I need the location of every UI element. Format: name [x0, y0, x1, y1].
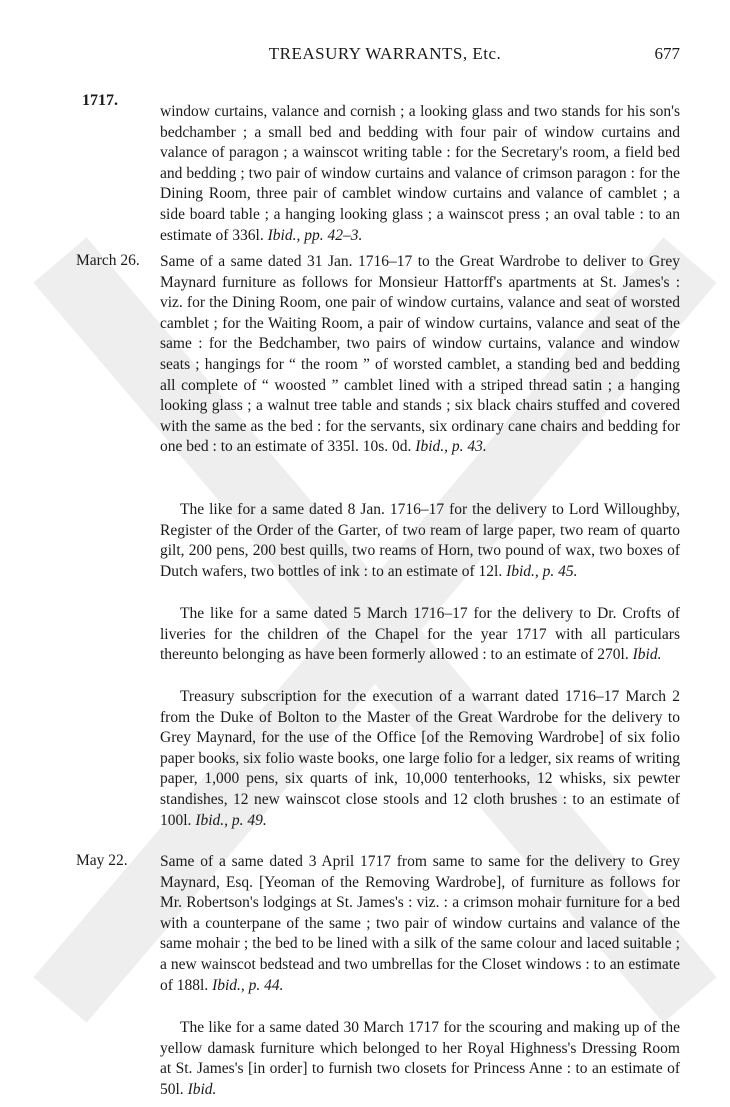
entry-text: Treasury subscription for the execution of a warrant dated 1716–17 March 2 from the Duke of Bolton to the Master of the Great Wardrobe for the delivery to Grey Maynard, for the use of the Office [of the Removing Wardrobe] of six folio paper books, six folio waste books, one large folio for a ledger, six reams of writing paper, 1,000 pens, six quarts of ink, 10,000 tenterhooks, 12 whisks, six pewter standishes, 12 new wainscot close stools and 12 cloth brushes : to an estimate of 100l. — [160, 688, 680, 829]
entry-ref: Ibid., p. 45. — [506, 562, 578, 580]
entry-6 — [160, 852, 680, 996]
entry-text: Same of a same dated 31 Jan. 1716–17 to the Great Wardrobe to deliver to Grey Maynard furniture as follows for Monsieur Hattorff's apartments at St. James's : viz. for the Dining Room, one pair of window curtains, valance and seat of worsted camblet ; for the Waiting Room, a pair of window curtains, valance and seat of the same : for the Bedchamber, two pairs of window curtains, valance and window seats ; hangings for “ the room ” of worsted camblet, a standing bed and bedding all complete of “ woosted ” camblet lined with a striped thread satin ; a hanging looking glass ; a walnut tree table and stands ; six black chairs stuffed and covered with the same as the bed : for the servants, six ordinary cane chairs and bedding for one bed : to an estimate of 335l. 10s. 0d. — [160, 253, 680, 456]
entry-text: window curtains, valance and cornish ; a looking glass and two stands for his son's bedchamber ; a small bed and bedding with four pair of window curtains and valance of paragon ; a wainscot writing table : for the Secretary's room, a field bed and bedding ; two pair of window curtains and valance of crimson paragon : for the Dining Room, three pair of camblet window curtains and valance of camblet ; a side board table ; a hanging looking glass ; a wainscot press ; an oval table : to an estimate of 336l. — [160, 103, 680, 244]
entry-7 — [160, 1018, 680, 1100]
entry-ref: Ibid., p. 44. — [212, 976, 284, 994]
margin-year: 1717. — [82, 92, 118, 109]
entry-ref: Ibid., pp. 42–3. — [267, 226, 363, 244]
entry-ref: Ibid. — [187, 1080, 217, 1098]
entry-text: Same of a same dated 3 April 1717 from same to same for the delivery to Grey Maynard, Esq. [Yeoman of the Removing Wardrobe], of furniture as follows for Mr. Robertson's lodgings at St. James's : viz. : a crimson mohair furniture for a bed with a counterpane of the same ; two pair of window curtains and valance of the same mohair ; the bed to be lined with a silk of the same colour and laced suitable ; a new wainscot bedstead and two umbrellas for the Closet windows : to an estimate of 188l. — [160, 853, 680, 994]
entry-ref: Ibid. — [632, 646, 662, 664]
entry-5 — [160, 687, 680, 831]
entry-2 — [160, 252, 680, 458]
entry-text: The like for a same dated 8 Jan. 1716–17 for the delivery to Lord Willoughby, Register of the Order of the Garter, of two ream of large paper, two ream of quarto gilt, 200 pens, 200 best quills, two reams of Horn, two pound of wax, two boxes of Dutch wafers, two bottles of ink : to an estimate of 12l. — [160, 501, 680, 580]
running-title: TREASURY WARRANTS, Etc. — [268, 44, 502, 63]
entry-4 — [160, 604, 680, 666]
entry-3 — [160, 500, 680, 582]
entry-1 — [160, 102, 680, 246]
page-header — [90, 44, 680, 74]
entry-ref: Ibid., p. 43. — [415, 438, 487, 456]
entry-text: The like for a same dated 30 March 1717 for the scouring and making up of the yellow damask furniture which belonged to her Royal Highness's Dressing Room at St. James's [in order] to furnish two closets for Princess Anne : to an estimate of 50l. — [160, 1019, 680, 1098]
entry-ref: Ibid., p. 49. — [195, 811, 267, 829]
margin-date-march-26: March 26. — [76, 252, 140, 269]
page-number: 677 — [654, 44, 680, 63]
margin-date-may-22: May 22. — [76, 852, 128, 869]
entry-text: The like for a same dated 5 March 1716–17 for the delivery to Dr. Crofts of liveries for the children of the Chapel for the year 1717 with all particulars thereunto belonging as have been formerly allowed : to an estimate of 270l. — [160, 605, 680, 664]
